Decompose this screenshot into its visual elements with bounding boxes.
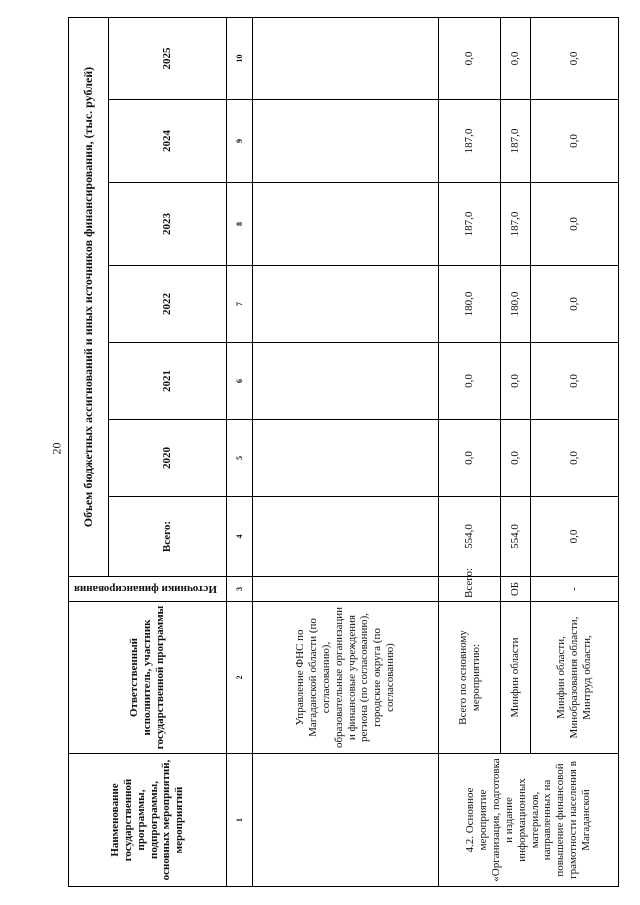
row-value: 187,0	[501, 100, 531, 183]
column-number: 4	[227, 497, 253, 577]
financing-table	[68, 17, 619, 887]
table-row	[439, 17, 501, 886]
header-year: 2024	[109, 100, 227, 183]
column-number: 8	[227, 183, 253, 266]
header-year: 2021	[109, 343, 227, 420]
row-value: 0,0	[501, 343, 531, 420]
header-name: Наименование государственной программы, подпрограммы, основных мероприятий, мероприятий	[69, 754, 227, 887]
table-container	[68, 18, 618, 887]
row-value: 0,0	[531, 497, 619, 577]
header-year: 2022	[109, 266, 227, 343]
row-value: 554,0	[439, 497, 501, 577]
row-value	[253, 17, 439, 99]
row-value: 0,0	[439, 343, 501, 420]
column-number: 9	[227, 100, 253, 183]
row-value: 180,0	[501, 266, 531, 343]
column-number: 3	[227, 577, 253, 602]
row-executor: Минфин области	[501, 602, 531, 754]
header-row-1	[69, 17, 109, 886]
row-value: 180,0	[439, 266, 501, 343]
column-number: 7	[227, 266, 253, 343]
row-value	[253, 266, 439, 343]
row-value: 0,0	[531, 100, 619, 183]
header-source-text: Источники финансирования	[74, 583, 217, 596]
column-number-row	[227, 17, 253, 886]
row-value: 0,0	[531, 420, 619, 497]
row-value: 187,0	[501, 183, 531, 266]
row-value: 187,0	[439, 100, 501, 183]
row-value: 0,0	[531, 266, 619, 343]
column-number: 1	[227, 754, 253, 887]
header-year: 2023	[109, 183, 227, 266]
row-value	[253, 343, 439, 420]
row-value: 0,0	[439, 17, 501, 99]
row-executor: Всего по основному мероприятию:	[439, 602, 501, 754]
row-source: ОБ	[501, 577, 531, 602]
header-volume: Объем бюджетных ассигнований и иных источников финансирования, (тыс. рублей)	[69, 17, 109, 576]
header-source	[69, 577, 227, 602]
row-value: 0,0	[501, 17, 531, 99]
row-value: 0,0	[501, 420, 531, 497]
row-source: Всего:	[439, 577, 501, 602]
row-source	[253, 577, 439, 602]
column-number: 5	[227, 420, 253, 497]
row-executor: Управление ФНС по Магаданской области (по согласованию), образовательные организации и финансовые учреждения региона (по согласованию), городские округа (по согласованию)	[253, 602, 439, 754]
row-name	[253, 754, 439, 887]
header-year: Всего:	[109, 497, 227, 577]
row-value	[253, 420, 439, 497]
row-value: 0,0	[531, 17, 619, 99]
row-value: 0,0	[531, 183, 619, 266]
table-row	[253, 17, 439, 886]
page-number: 20	[49, 442, 64, 455]
header-year: 2025	[109, 17, 227, 99]
row-value: 554,0	[501, 497, 531, 577]
header-year: 2020	[109, 420, 227, 497]
row-source: -	[531, 577, 619, 602]
column-number: 6	[227, 343, 253, 420]
row-value	[253, 183, 439, 266]
row-executor: Минфин области, Минобразования области, Минтруд области,	[531, 602, 619, 754]
column-number: 10	[227, 17, 253, 99]
row-value: 0,0	[531, 343, 619, 420]
row-value	[253, 100, 439, 183]
row-value	[253, 497, 439, 577]
column-number: 2	[227, 602, 253, 754]
row-name: 4.2. Основное мероприятие «Организация, подготовка и издание информационных материалов, направленных на повышение финансовой грамотности населения в Магаданской	[439, 754, 619, 887]
header-executor: Ответственный исполнитель, участник государственной программы	[69, 602, 227, 754]
row-value: 187,0	[439, 183, 501, 266]
row-value: 0,0	[439, 420, 501, 497]
